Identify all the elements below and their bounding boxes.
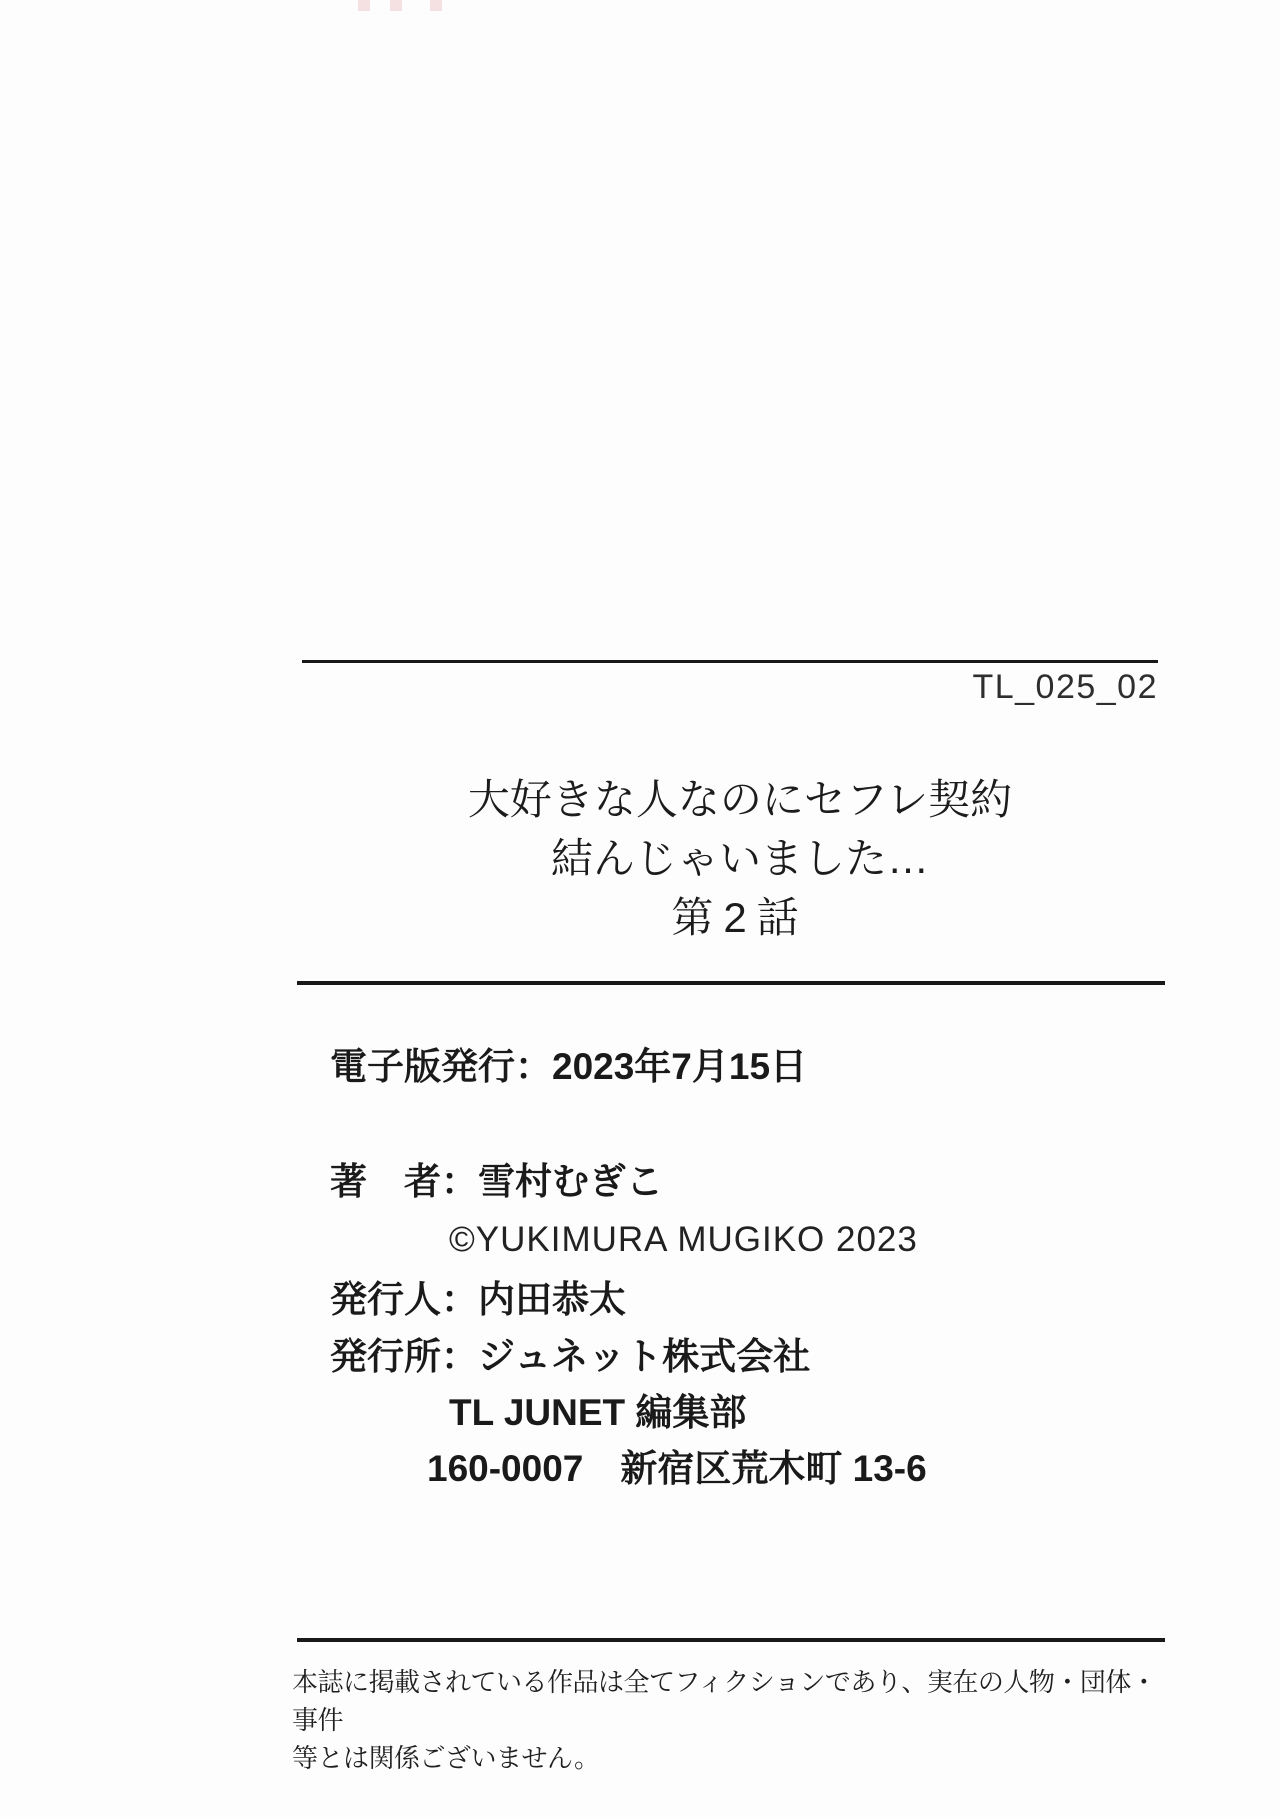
page-code: TL_025_02	[972, 668, 1158, 706]
title-line-2: 結んじゃいました…	[550, 835, 929, 882]
editorial-department-line: TL JUNET 編集部	[449, 1392, 747, 1433]
bottom-divider-rule	[297, 1638, 1165, 1642]
middle-divider-rule	[297, 981, 1165, 985]
disclaimer-line-2: 等とは関係ございません。	[292, 1743, 600, 1773]
title-line-1: 大好きな人なのにセフレ契約	[467, 776, 1013, 823]
scan-artifact-mark	[358, 0, 370, 11]
publisher-person-line: 発行人：内田恭太	[330, 1279, 626, 1320]
top-divider-rule	[302, 660, 1158, 663]
author-line: 著 者：雪村むぎこ	[330, 1161, 663, 1202]
title-block	[302, 770, 1178, 947]
publisher-company-line: 発行所：ジュネット株式会社	[330, 1336, 811, 1377]
digital-edition-date-line: 電子版発行：2023年7月15日	[330, 1046, 808, 1087]
scan-artifact-mark	[390, 0, 402, 11]
publisher-address-line: 160-0007 新宿区荒木町 13-6	[427, 1448, 927, 1489]
copyright-line: ©YUKIMURA MUGIKO 2023	[449, 1220, 918, 1259]
title-line-3: 第2話	[671, 894, 809, 941]
scan-artifact-mark	[430, 0, 442, 11]
disclaimer-block	[292, 1663, 1176, 1777]
disclaimer-line-1: 本誌に掲載されている作品は全てフィクションであり、実在の人物・団体・事件	[292, 1667, 1157, 1735]
